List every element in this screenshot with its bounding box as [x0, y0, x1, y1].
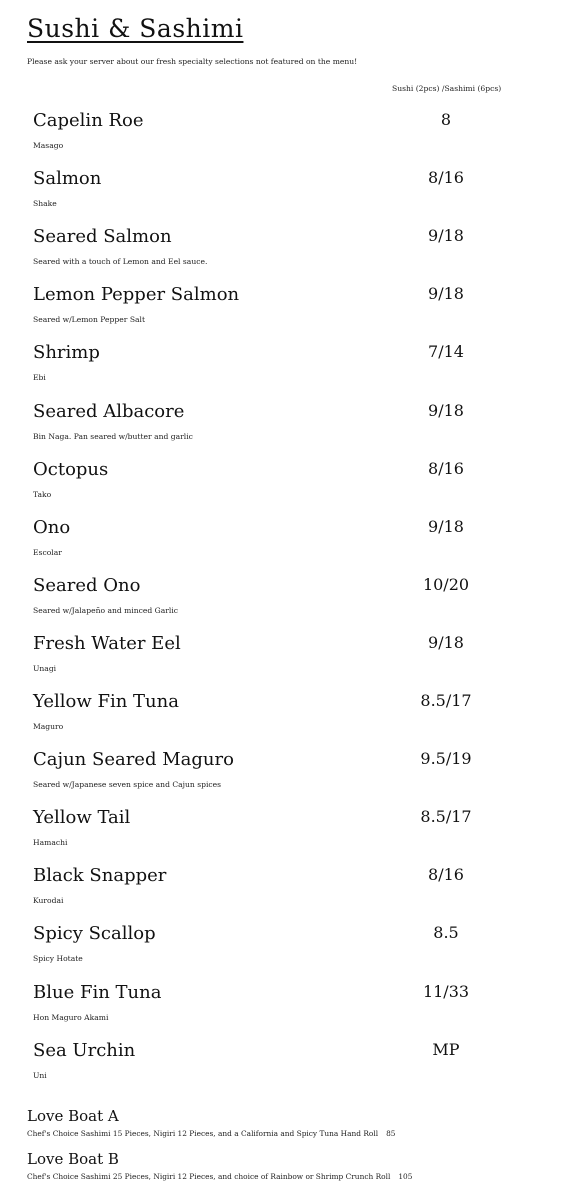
- menu-item-name: Seared Albacore: [33, 401, 185, 422]
- menu-item-price: 8.5: [433, 923, 459, 942]
- menu-item-description: Bin Naga. Pan seared w/butter and garlic: [33, 432, 193, 441]
- love-boat-description-line: [27, 1129, 567, 1138]
- menu-item: [33, 342, 553, 392]
- menu-item-price: 11/33: [422, 982, 470, 1001]
- menu-item-description: Shake: [33, 199, 57, 208]
- menu-item-price: 9/18: [428, 633, 464, 652]
- menu-item-description: Escolar: [33, 548, 62, 557]
- menu-item-name: Seared Ono: [33, 575, 141, 596]
- page-title: Sushi & Sashimi: [27, 14, 244, 43]
- menu-item: [33, 982, 553, 1032]
- menu-item-name: Shrimp: [33, 342, 100, 363]
- menu-item-description: Seared w/Japanese seven spice and Cajun spices: [33, 780, 222, 789]
- menu-item-price: 9/18: [428, 401, 464, 420]
- menu-item-name: Yellow Fin Tuna: [33, 691, 179, 712]
- menu-item: [33, 110, 553, 160]
- menu-item: [33, 865, 553, 915]
- menu-item-name: Lemon Pepper Salmon: [33, 284, 240, 305]
- menu-item: [33, 284, 553, 334]
- menu-item: [33, 923, 553, 973]
- price-column-header: Sushi (2pcs) /Sashimi (6pcs): [392, 84, 502, 93]
- menu-item-description: Spicy Hotate: [33, 954, 83, 963]
- love-boat-price: 105: [398, 1172, 413, 1181]
- menu-item-name: Blue Fin Tuna: [33, 982, 162, 1003]
- menu-item: [33, 459, 553, 509]
- menu-item-description: Hon Maguro Akami: [33, 1013, 109, 1022]
- menu-item-name: Octopus: [33, 459, 109, 480]
- menu-item-price: 8.5/17: [420, 691, 472, 710]
- menu-item: [33, 633, 553, 683]
- love-boat-item: [27, 1107, 567, 1138]
- love-boat-description-line: [27, 1172, 567, 1181]
- menu-item-description: Unagi: [33, 664, 57, 673]
- menu-item-price: 9/18: [428, 226, 464, 245]
- menu-item-name: Fresh Water Eel: [33, 633, 181, 654]
- menu-item-price: 9/18: [428, 517, 464, 536]
- menu-item-name: Salmon: [33, 168, 102, 189]
- menu-item-name: Cajun Seared Maguro: [33, 749, 234, 770]
- menu-item-description: Seared with a touch of Lemon and Eel sauce.: [33, 257, 208, 266]
- menu-item-name: Ono: [33, 517, 71, 538]
- love-boat-description: Chef's Choice Sashimi 15 Pieces, Nigiri 12 Pieces, and a California and Spicy Tuna Hand Roll: [27, 1129, 379, 1138]
- menu-item-price: 8: [440, 110, 452, 129]
- menu-item: [33, 807, 553, 857]
- menu-item-name: Capelin Roe: [33, 110, 144, 131]
- menu-item-description: Uni: [33, 1071, 47, 1080]
- menu-item-description: Masago: [33, 141, 64, 150]
- menu-item-description: Hamachi: [33, 838, 68, 847]
- menu-item-name: Spicy Scallop: [33, 923, 156, 944]
- menu-item-description: Seared w/Jalapeño and minced Garlic: [33, 606, 179, 615]
- menu-item-price: MP: [432, 1040, 460, 1059]
- menu-item: [33, 1040, 553, 1090]
- menu-item-name: Black Snapper: [33, 865, 167, 886]
- menu-item: [33, 226, 553, 276]
- menu-item: [33, 401, 553, 451]
- love-boat-name: Love Boat B: [27, 1150, 119, 1168]
- menu-item: [33, 749, 553, 799]
- menu-item-description: Maguro: [33, 722, 64, 731]
- love-boat-description: Chef's Choice Sashimi 25 Pieces, Nigiri 12 Pieces, and choice of Rainbow or Shrimp Crunch Roll: [27, 1172, 391, 1181]
- menu-item-price: 8/16: [428, 459, 464, 478]
- menu-item: [33, 168, 553, 218]
- menu-item-description: Tako: [33, 490, 52, 499]
- love-boat-name: Love Boat A: [27, 1107, 119, 1125]
- page-subtitle: Please ask your server about our fresh specialty selections not featured on the menu!: [27, 57, 358, 66]
- menu-item-price: 9.5/19: [420, 749, 472, 768]
- menu-item-description: Seared w/Lemon Pepper Salt: [33, 315, 146, 324]
- menu-item-price: 10/20: [422, 575, 470, 594]
- menu-item: [33, 691, 553, 741]
- menu-item-price: 7/14: [428, 342, 464, 361]
- menu-item-name: Sea Urchin: [33, 1040, 136, 1061]
- menu-item-name: Seared Salmon: [33, 226, 172, 247]
- menu-item: [33, 517, 553, 567]
- love-boat-item: [27, 1150, 567, 1181]
- menu-item-description: Kurodai: [33, 896, 64, 905]
- menu-item-price: 8.5/17: [420, 807, 472, 826]
- menu-item-name: Yellow Tail: [33, 807, 131, 828]
- menu-item-price: 8/16: [428, 168, 464, 187]
- menu-item: [33, 575, 553, 625]
- menu-item-price: 9/18: [428, 284, 464, 303]
- love-boat-price: 85: [386, 1129, 396, 1138]
- menu-item-description: Ebi: [33, 373, 46, 382]
- menu-item-price: 8/16: [428, 865, 464, 884]
